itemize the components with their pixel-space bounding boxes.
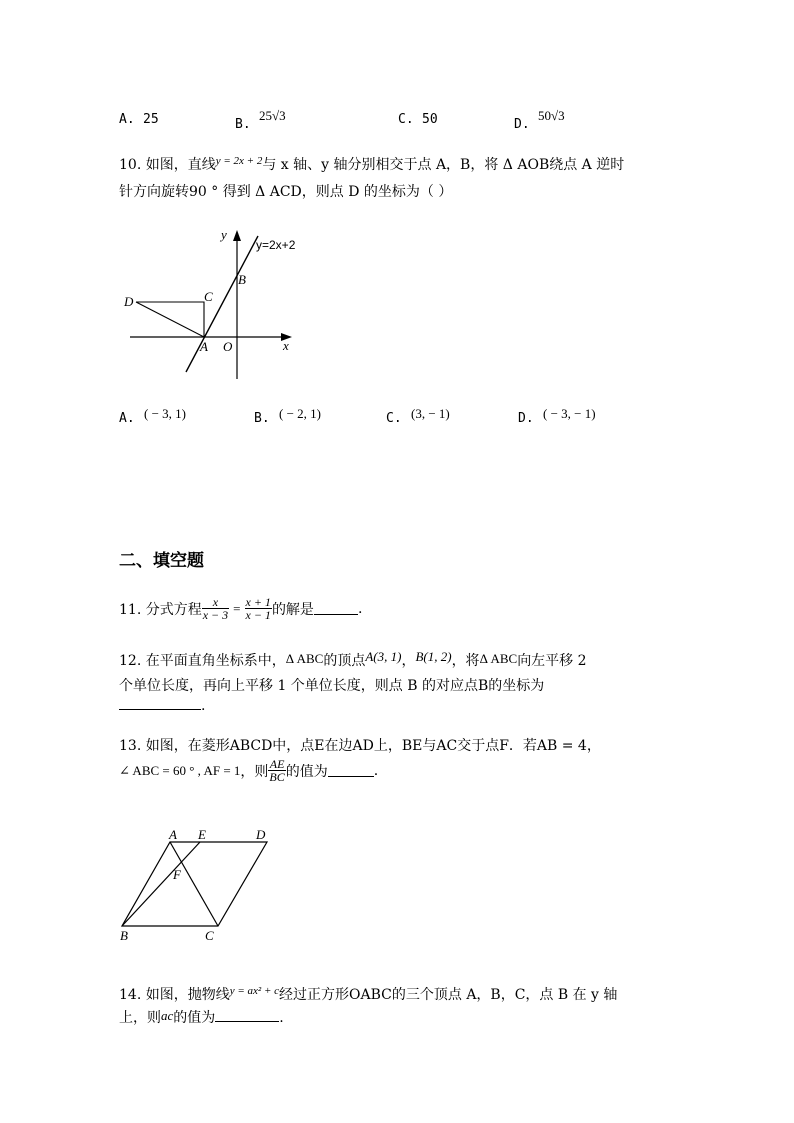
q13-end: . [373, 762, 379, 779]
q14-line-2 [119, 1007, 284, 1027]
q9-option-a-label: A. [119, 112, 135, 127]
q9-option-b-label: B. [235, 117, 251, 132]
q10-option-c-value: (3, − 1) [411, 406, 450, 421]
q10-option-a-label: A. [119, 411, 135, 426]
q12-line-1 [119, 649, 587, 670]
q11-fraction-2 [245, 596, 272, 621]
q12-line-2: 个单位长度，再向上平移 1 个单位长度，则点 B 的对应点B的坐标为 [119, 678, 545, 694]
q11-frac1-numerator: x [202, 596, 229, 609]
q14-ac: ac [161, 1008, 174, 1023]
q13-frac-denominator: BC [269, 770, 285, 784]
label-a: A [200, 339, 208, 354]
q11-frac2-numerator: x + 1 [245, 595, 271, 609]
q13-fraction [268, 758, 285, 783]
x-axis-label: x [283, 338, 289, 353]
q14-answer-blank [215, 1009, 279, 1022]
q11-frac2-denominator: x − 1 [245, 608, 271, 622]
q12-answer-blank [119, 697, 201, 710]
label-a: A [169, 827, 177, 842]
q9-option-c-label: C. [398, 112, 414, 127]
q11-equals: = [233, 600, 241, 616]
section-title: 二、填空题 [119, 551, 204, 571]
q10-line-2: 针方向旋转90 ° 得到 Δ ACD，则点 D 的坐标为（ ） [119, 184, 453, 200]
q10-text-a: 如图，直线 [145, 157, 216, 173]
q9-option-a-value: 25 [143, 112, 159, 127]
label-e: E [198, 827, 206, 842]
question-11 [119, 596, 362, 621]
q13-suffix: 的值为 [285, 763, 328, 780]
q14-text-d: 的值为 [173, 1010, 216, 1026]
q10-option-d-label: D. [518, 411, 534, 426]
q10-option-a-value: ( − 3, 1) [144, 406, 186, 421]
label-d: D [256, 827, 266, 842]
q13-frac-numerator: AE [269, 757, 285, 771]
line-label: y=2x+2 [256, 238, 296, 252]
label-d: D [124, 294, 134, 309]
label-c: C [205, 928, 214, 943]
label-c: C [204, 289, 213, 304]
q14-line-1 [119, 984, 617, 1004]
q12-text-a: 12. 在平面直角坐标系中， [119, 653, 286, 669]
q13-line-2 [119, 758, 378, 783]
q10-text-b: 与 x 轴、y 轴分别相交于点 A，B，将 Δ AOB绕点 A 逆时 [262, 157, 625, 173]
q13-angle: ∠ ABC = 60 ° , AF = 1 [119, 762, 241, 778]
q11-suffix: 的解是 [271, 601, 314, 618]
label-b: B [238, 272, 246, 287]
triangle-acd [136, 302, 204, 337]
q10-option-c-label: C. [386, 411, 402, 426]
q10-option-b-value: ( − 2, 1) [279, 406, 321, 421]
q10-number: 10. [119, 157, 142, 173]
q13-line-1: 13. 如图，在菱形ABCD中，点E在边AD上，BE与AC交于点F．若AB = 4， [119, 738, 601, 754]
q14-text-b: 经过正方形OABC的三个顶点 A，B，C，点 B 在 y 轴 [279, 987, 618, 1003]
q12-text-c: ，将 [451, 653, 480, 669]
q9-option-b-value: 25√3 [259, 108, 286, 123]
q10-equation: y = 2x + 2 [215, 155, 263, 167]
q12-point-a: A(3, 1) [365, 649, 402, 664]
q10-option-b-label: B. [254, 411, 270, 426]
q10-option-d-value: ( − 3, − 1) [543, 406, 596, 421]
q12-line-3 [119, 697, 205, 714]
diagonal-ac [170, 842, 218, 926]
q12-triangle-1: Δ ABC [285, 651, 324, 666]
q9-option-d-value: 50√3 [538, 108, 565, 123]
line-y-2x-2 [186, 236, 258, 372]
y-axis-arrow-icon [233, 230, 241, 241]
q9-option-d-label: D. [514, 117, 530, 132]
q11-prefix: 11. 分式方程 [119, 601, 202, 618]
q14-text-c: 上，则 [119, 1010, 161, 1026]
label-o: O [223, 339, 233, 354]
q11-answer-blank [314, 602, 358, 615]
q14-end: . [279, 1010, 284, 1026]
q14-equation: y = ax² + c [229, 985, 280, 997]
q12-end: . [201, 698, 206, 714]
q10-figure [118, 222, 308, 387]
q12-comma: ， [401, 653, 416, 669]
label-f: F [173, 867, 181, 882]
q14-text-a: 14. 如图，抛物线 [119, 987, 230, 1003]
q12-text-d: 向左平移 2 [517, 653, 587, 669]
q13-figure [112, 822, 282, 947]
q13-answer-blank [328, 764, 374, 777]
q12-triangle-2: Δ ABC [479, 651, 518, 666]
q12-text-b: 的顶点 [323, 653, 366, 669]
q11-end: . [357, 600, 363, 617]
q9-option-c-value: 50 [422, 112, 438, 127]
label-b: B [120, 928, 128, 943]
segment-be [122, 842, 200, 926]
q13-then: ，则 [240, 763, 269, 780]
q11-fraction-1 [202, 596, 229, 621]
q10-line-1 [119, 154, 624, 174]
y-axis-label: y [221, 227, 227, 242]
q11-frac1-denominator: x − 3 [202, 608, 229, 622]
q12-point-b: B(1, 2) [415, 649, 452, 664]
